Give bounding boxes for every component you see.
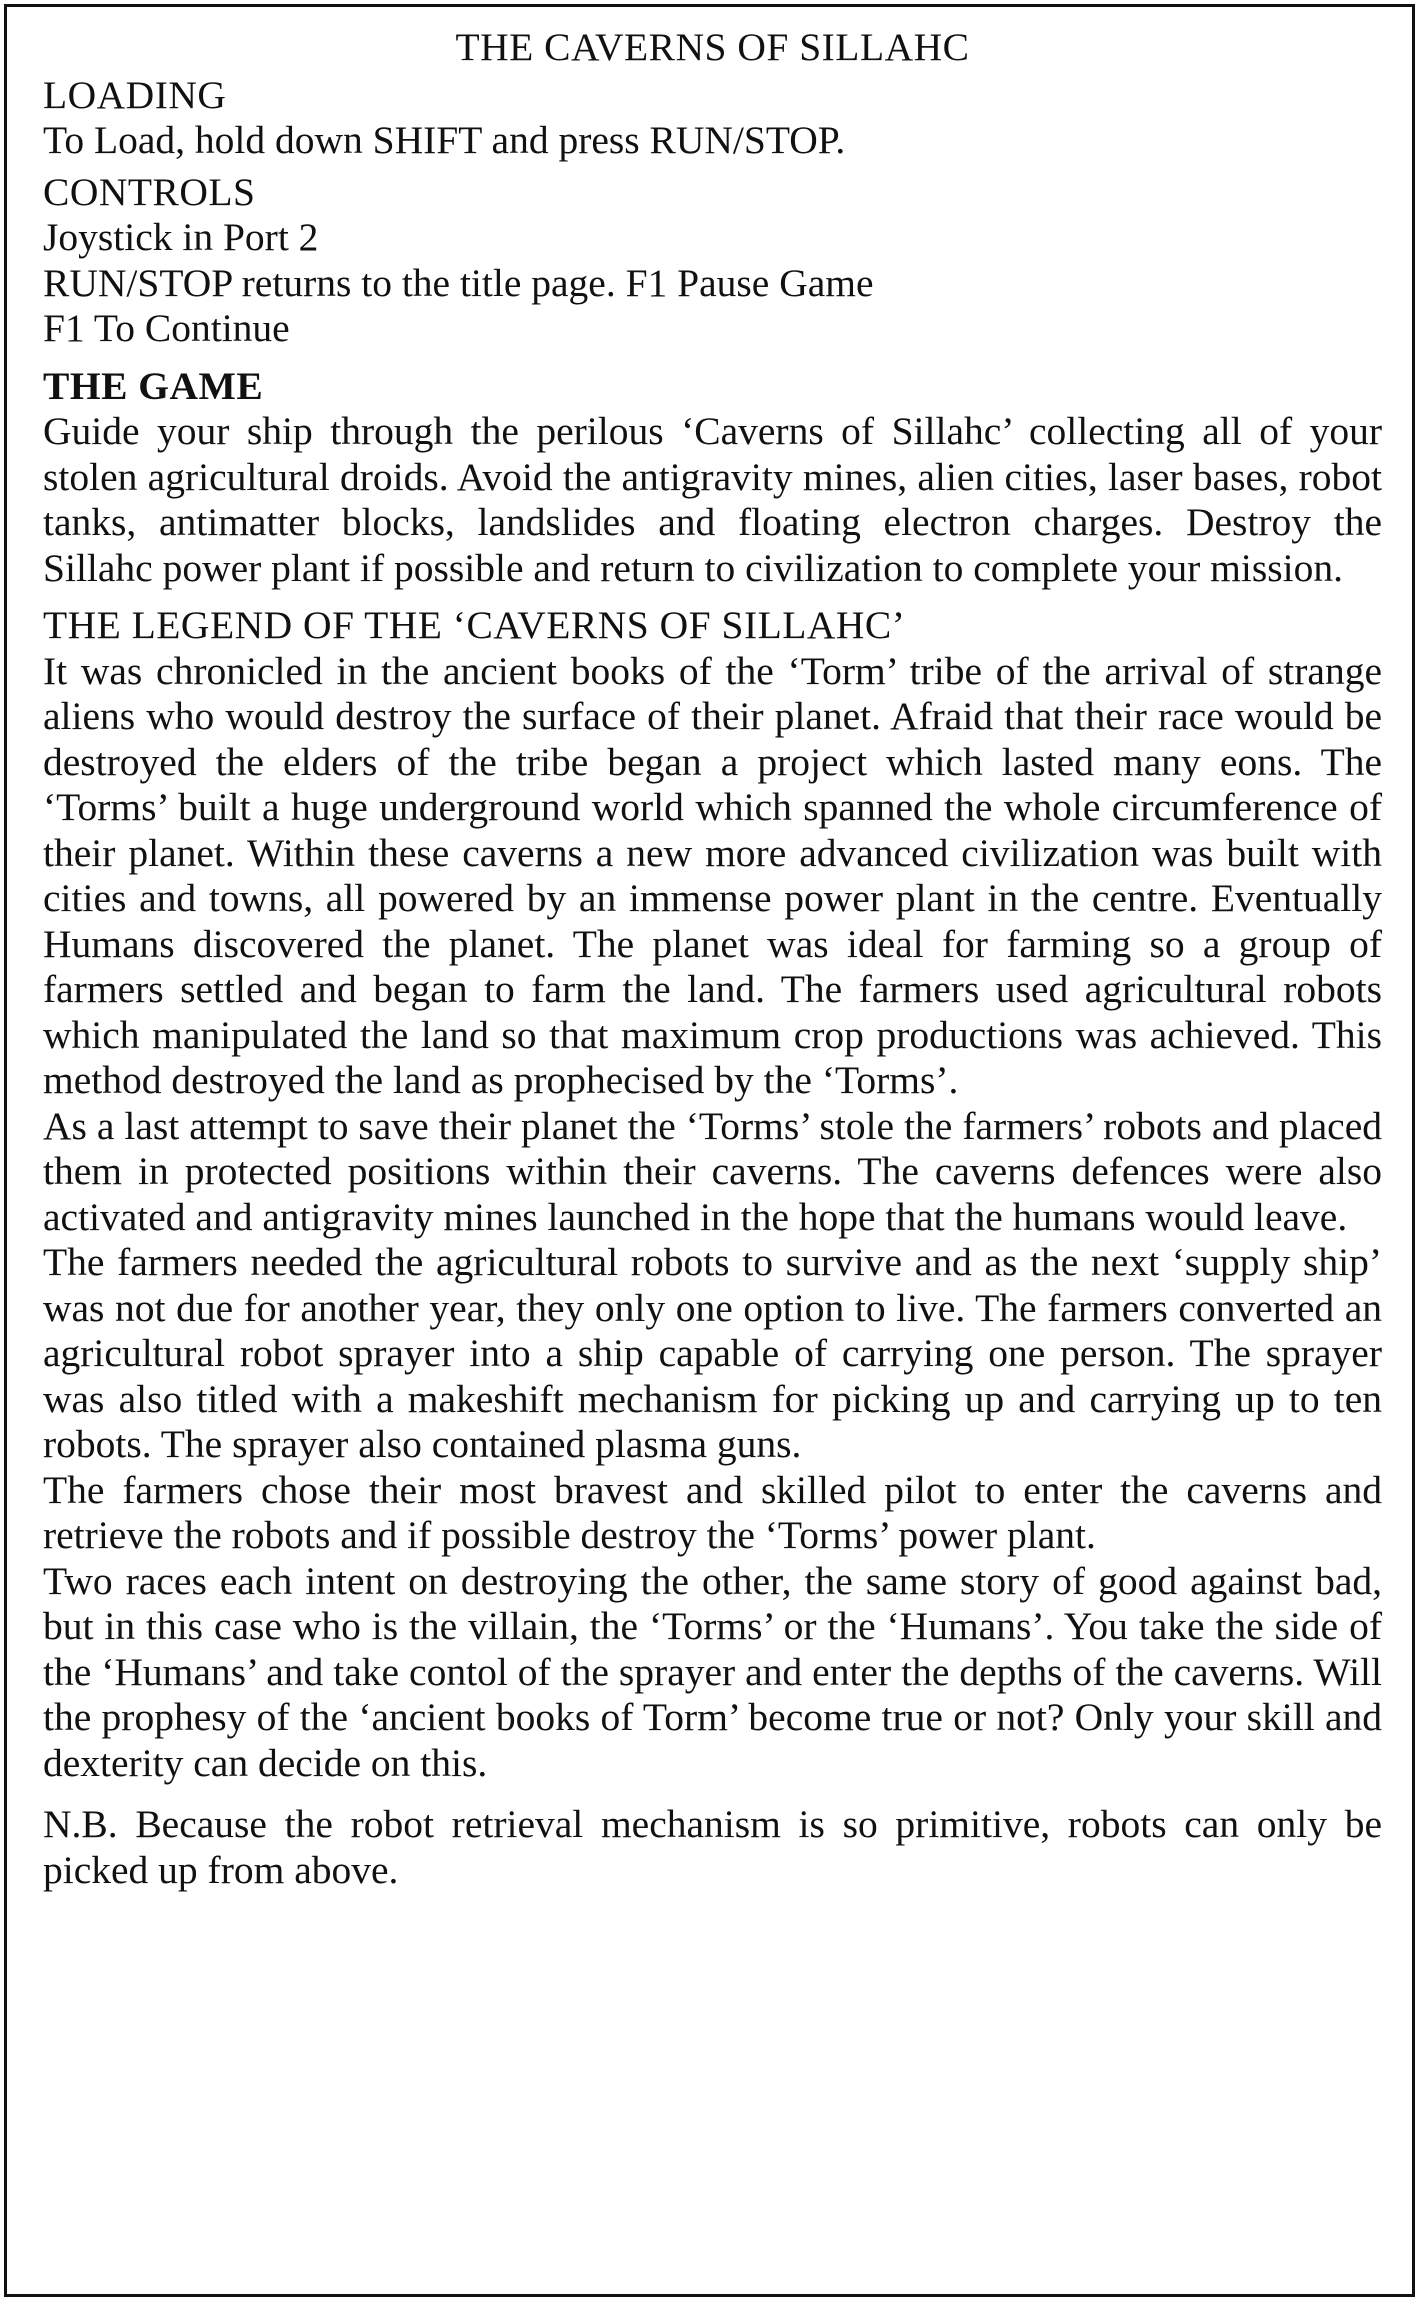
controls-heading: CONTROLS	[43, 169, 256, 214]
game-heading: THE GAME	[43, 363, 264, 408]
controls-line-runstop: RUN/STOP returns to the title page. F1 Pause Game	[43, 260, 874, 305]
loading-text: To Load, hold down SHIFT and press RUN/STOP.	[43, 118, 846, 162]
note-text: N.B. Because the robot retrieval mechanism is so primitive, robots can only be picked up from above.	[43, 1802, 1382, 1892]
legend-paragraph-3: The farmers needed the agricultural robots to survive and as the next ‘supply ship’ was not due for another year, they only one option to live. The farmers converted an agricultural robot sprayer into a ship capable of carrying one person. The sprayer was also titled with a makeshift mechanism for picking up and carrying up to ten robots. The sprayer also contained plasma guns.	[43, 1240, 1382, 1466]
legend-heading: THE LEGEND OF THE ‘CAVERNS OF SILLAHC’	[43, 603, 906, 647]
legend-paragraph-4: The farmers chose their most bravest and skilled pilot to enter the caverns and retrieve the robots and if possible destroy the ‘Torms’ power plant.	[43, 1467, 1382, 1557]
loading-heading: LOADING	[43, 72, 227, 117]
controls-line-joystick: Joystick in Port 2	[43, 215, 319, 259]
legend-paragraph-1: It was chronicled in the ancient books of the ‘Torm’ tribe of the arrival of strange aliens who would destroy the surface of their planet. Afraid that their race would be destroyed the elders of the tribe began a project which lasted many eons. The ‘Torms’ built a huge underground world which spanned the whole circumference of their planet. Within these caverns a new more advanced civilization was built with cities and towns, all powered by an immense power plant in the centre. Eventually Humans discovered the planet. The planet was ideal for farming so a group of farmers settled and began to farm the land. The farmers used agricultural robots which manipulated the land so that maximum crop productions was achieved. This method destroyed the land as prophecised by the ‘Torms’.	[43, 648, 1382, 1102]
game-text: Guide your ship through the perilous ‘Caverns of Sillahc’ collecting all of your stolen agricultural droids. Avoid the antigravity mines, alien cities, laser bases, robot tanks, antimatter blocks, landslides and floating electron charges. Destroy the Sillahc power plant if possible and return to civilization to complete your mission.	[43, 409, 1382, 590]
controls-line-continue: F1 To Continue	[43, 306, 290, 350]
document-title: THE CAVERNS OF SILLAHC	[455, 25, 970, 69]
legend-paragraph-5: Two races each intent on destroying the other, the same story of good against bad, but in this case who is the villain, the ‘Torms’ or the ‘Humans’. You take the side of the ‘Humans’ and take contol of the sprayer and enter the depths of the caverns. Will the prophesy of the ‘ancient books of Torm’ become true or not? Only your skill and dexterity can decide on this.	[43, 1558, 1382, 1785]
instruction-sheet	[4, 4, 1415, 2297]
legend-paragraph-2: As a last attempt to save their planet the ‘Torms’ stole the farmers’ robots and placed them in protected positions within their caverns. The caverns defences were also activated and antigravity mines launched in the hope that the humans would leave.	[43, 1103, 1382, 1239]
